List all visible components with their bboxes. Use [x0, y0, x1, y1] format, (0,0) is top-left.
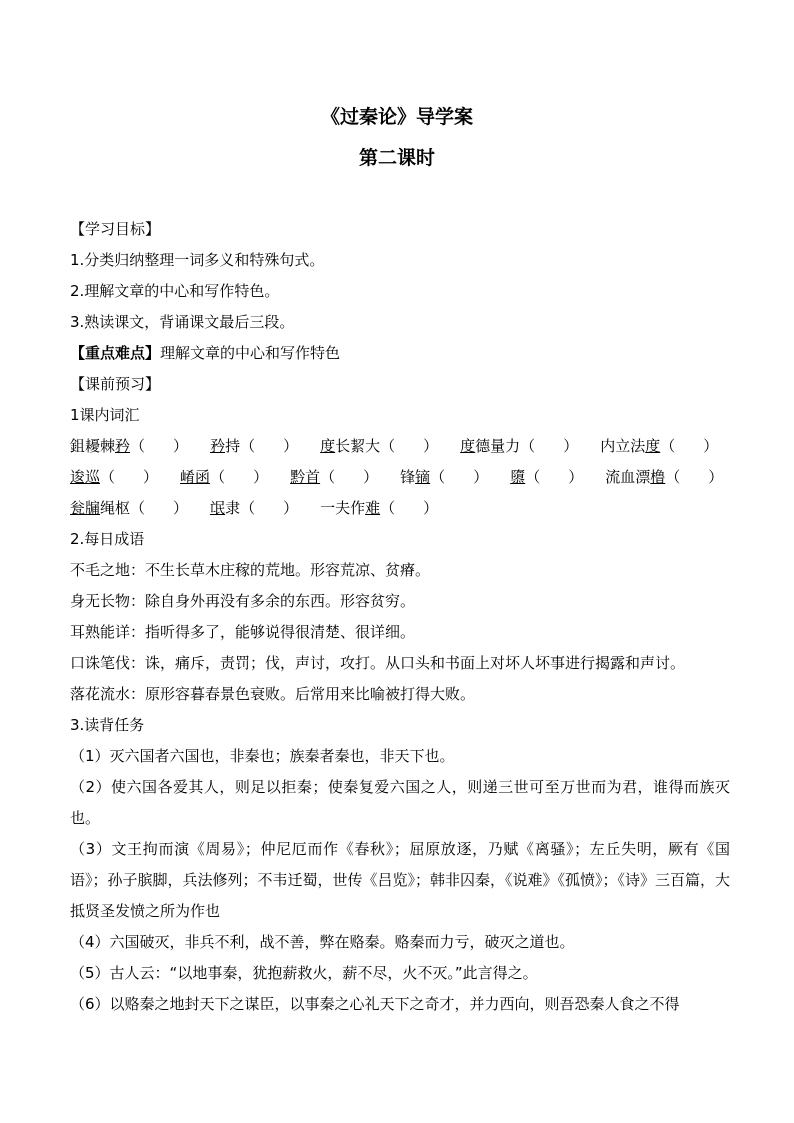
idiom-item: 不毛之地：不生长草木庄稼的荒地。形容荒凉、贫瘠。	[70, 561, 431, 579]
vocab-item	[600, 437, 718, 455]
recite-heading: 3.读背任务	[70, 716, 145, 734]
document-title: 《过秦论》导学案	[320, 106, 473, 128]
vocab-close-paren: ）	[143, 468, 159, 486]
vocab-item	[70, 468, 158, 486]
goal-item: 3.熟读课文，背诵课文最后三段。	[70, 313, 295, 331]
recite-item: （5）古人云：“以地事秦，犹抱薪救火，薪不尽，火不灭。”此言得之。	[70, 964, 538, 982]
vocab-underlined-word: 崤函	[180, 468, 211, 486]
idiom-item: 口诛笔伐：诛，痛斥，责罚；伐，声讨，攻打。从口头和书面上对坏人坏事进行揭露和声讨。	[70, 654, 686, 672]
vocab-underlined-word: 瓮牖	[70, 499, 101, 517]
vocab-close-paren: ）	[473, 468, 489, 486]
vocab-close-paren: ）	[423, 499, 439, 517]
recite-item: （3）文王拘而演《周易》；仲尼厄而作《春秋》；屈原放逐，乃赋《离骚》；左丘失明，厥有《国语》；孙子膑脚，兵法修列；不韦迁蜀，世传《吕览》；韩非囚秦，《说难》《孤愤》；《诗》三百篇，大抵贤圣发愤之所为作也	[70, 840, 731, 920]
vocab-heading: 1课内词汇	[70, 406, 140, 424]
vocab-close-paren: ）	[708, 468, 724, 486]
vocab-prefix: 一夫作	[320, 499, 366, 517]
document-subtitle: 第二课时	[358, 147, 435, 169]
vocab-suffix: （	[660, 437, 676, 455]
vocab-underlined-word: 橹	[650, 468, 666, 486]
vocab-underlined-word: 隳	[510, 468, 526, 486]
vocab-suffix: （	[210, 468, 226, 486]
vocab-suffix: （	[100, 468, 116, 486]
vocab-close-paren: ）	[173, 499, 189, 517]
vocab-close-paren: ）	[173, 437, 189, 455]
recite-item: （6）以赂秦之地封天下之谋臣，以事秦之心礼天下之奇才，并力西向，则吾恐秦人食之不得	[70, 995, 680, 1013]
idiom-item: 落花流水：原形容暮春景色衰败。后常用来比喻被打得大败。	[70, 685, 476, 703]
vocab-item	[210, 499, 298, 517]
vocab-underlined-word: 矜	[210, 437, 226, 455]
vocab-item	[320, 499, 438, 517]
vocab-close-paren: ）	[703, 437, 719, 455]
recite-item: （4）六国破灭，非兵不利，战不善，弊在赂秦。赂秦而力亏，破灭之道也。	[70, 933, 575, 951]
document-body	[70, 214, 730, 1020]
vocab-prefix: 锋	[400, 468, 416, 486]
vocab-prefix: 内立法	[600, 437, 646, 455]
recite-item: （1）灭六国者六国也，非秦也；族秦者秦也，非天下也。	[70, 747, 455, 765]
vocab-suffix: （	[430, 468, 446, 486]
vocab-item	[290, 468, 378, 486]
vocab-item	[70, 437, 188, 455]
idiom-item: 耳熟能详：指听得多了，能够说得很清楚、很详细。	[70, 623, 416, 641]
vocab-close-paren: ）	[283, 437, 299, 455]
idioms-heading: 2.每日成语	[70, 530, 145, 548]
vocab-suffix: （	[320, 468, 336, 486]
vocab-item	[70, 499, 188, 517]
vocab-underlined-word: 氓	[210, 499, 226, 517]
vocab-item	[210, 437, 298, 455]
vocab-underlined-word: 度	[460, 437, 476, 455]
key-points	[70, 338, 730, 369]
vocab-item	[460, 437, 578, 455]
vocab-close-paren: ）	[568, 468, 584, 486]
vocab-underlined-word: 度	[320, 437, 336, 455]
vocab-item	[605, 468, 723, 486]
vocab-item	[400, 468, 488, 486]
vocab-item	[180, 468, 268, 486]
goal-item: 2.理解文章的中心和写作特色。	[70, 282, 280, 300]
goals-heading: 【学习目标】	[70, 220, 161, 238]
recite-item: （2）使六国各爱其人，则足以拒秦；使秦复爱六国之人，则递三世可至万世而为君，谁得而族灭也。	[70, 778, 730, 827]
preview-heading: 【课前预习】	[70, 375, 161, 393]
vocab-suffix: （	[665, 468, 681, 486]
vocab-suffix: 绳枢（	[100, 499, 146, 517]
vocab-underlined-word: 度	[645, 437, 661, 455]
key-points-text: 理解文章的中心和写作特色	[160, 344, 341, 362]
vocab-prefix: 流血漂	[605, 468, 651, 486]
vocab-item	[320, 437, 438, 455]
vocab-row	[70, 462, 730, 493]
key-points-label: 【重点难点】	[70, 344, 161, 362]
vocab-underlined-word: 难	[365, 499, 381, 517]
vocab-underlined-word: 矜	[115, 437, 131, 455]
vocab-underlined-word: 黔首	[290, 468, 321, 486]
vocab-row	[70, 431, 730, 462]
vocab-suffix: 隶（	[225, 499, 256, 517]
vocab-prefix: 鉏耰棘	[70, 437, 116, 455]
vocab-underlined-word: 镝	[415, 468, 431, 486]
vocab-suffix: （	[380, 499, 396, 517]
vocab-suffix: 德量力（	[475, 437, 536, 455]
vocab-close-paren: ）	[423, 437, 439, 455]
vocab-underlined-word: 逡巡	[70, 468, 101, 486]
vocab-suffix: 长絜大（	[335, 437, 396, 455]
idiom-item: 身无长物：除自身外再没有多余的东西。形容贫穷。	[70, 592, 416, 610]
vocab-row	[70, 493, 730, 524]
vocab-close-paren: ）	[563, 437, 579, 455]
vocab-close-paren: ）	[253, 468, 269, 486]
vocab-close-paren: ）	[363, 468, 379, 486]
vocab-close-paren: ）	[283, 499, 299, 517]
vocab-suffix: （	[525, 468, 541, 486]
vocab-suffix: 持（	[225, 437, 256, 455]
vocab-item	[510, 468, 583, 486]
vocab-suffix: （	[130, 437, 146, 455]
goal-item: 1.分类归纳整理一词多义和特殊句式。	[70, 251, 325, 269]
